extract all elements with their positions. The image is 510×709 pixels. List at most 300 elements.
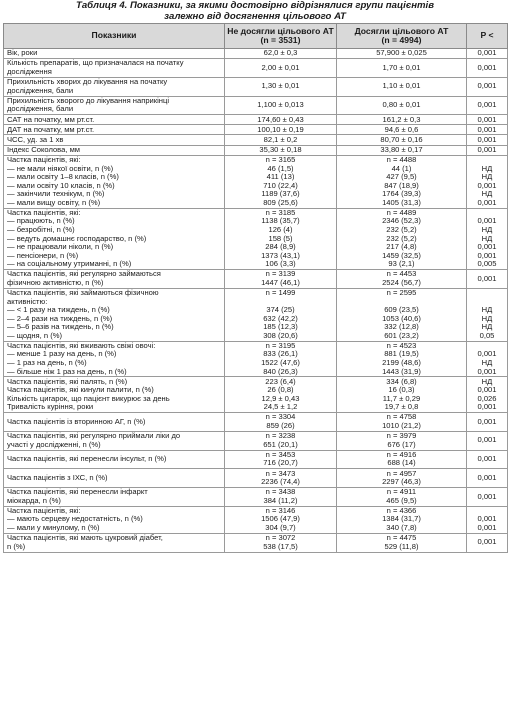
value-reached-cell	[337, 431, 467, 450]
p-value-line: 0,001	[477, 385, 497, 395]
value-reached-line: 1405 (31,3)	[382, 197, 421, 207]
row-label-line: — мали вищу освіту, n (%)	[7, 198, 101, 207]
header-row	[4, 24, 508, 49]
value-reached-cell	[337, 59, 467, 78]
value-reached-line: 161,2 ± 0,3	[382, 114, 421, 124]
value-reached-cell	[337, 487, 467, 506]
value-reached-line: 340 (7,8)	[386, 523, 417, 533]
value-reached-line: 334 (6,8)	[386, 376, 417, 386]
row-label-line: — не мали ніякої освіти, n (%)	[7, 164, 114, 173]
header-group-reached	[337, 24, 467, 49]
row-label-line: ДАТ на початку, мм рт.ст.	[7, 125, 95, 134]
value-reached-cell	[337, 155, 467, 208]
value-reached-line: 427 (9,5)	[386, 172, 417, 182]
value-not-reached-cell	[225, 450, 337, 469]
row-label-cell	[4, 270, 225, 289]
value-reached-line: 57,900 ± 0,025	[376, 48, 427, 58]
table-row	[4, 341, 508, 377]
value-reached-line: 94,6 ± 0,6	[384, 124, 419, 134]
p-value-line: 0,001	[477, 180, 497, 190]
p-value-line: НД	[481, 313, 493, 323]
value-not-reached-line: 1189 (37,6)	[261, 189, 300, 199]
p-value-line: 0,001	[477, 216, 497, 226]
value-reached-line: n = 4475	[386, 533, 417, 543]
p-value-line: 0,05	[479, 330, 495, 340]
value-not-reached-line: 1522 (47,6)	[261, 358, 300, 368]
row-label-line: — на соціальному утриманні, n (%)	[7, 260, 132, 269]
value-not-reached-line: 538 (17,5)	[263, 541, 298, 551]
row-label-cell	[4, 135, 225, 145]
p-value-line: 0,001	[477, 514, 497, 524]
row-label-cell	[4, 288, 225, 341]
row-label-line: Прихильність хворих до лікування на початку	[7, 78, 168, 87]
table-row	[4, 450, 508, 469]
p-value-line: 0,001	[477, 197, 497, 207]
value-reached-cell	[337, 288, 467, 341]
table-row	[4, 155, 508, 208]
row-label-line: Частка пацієнтів з ІХС, n (%)	[7, 473, 108, 482]
row-label-cell	[4, 450, 225, 469]
p-value-cell	[467, 49, 508, 59]
value-not-reached-cell	[225, 145, 337, 155]
value-not-reached-cell	[225, 77, 337, 96]
value-not-reached-line: 100,10 ± 0,19	[257, 124, 304, 134]
value-reached-line: 676 (17)	[387, 439, 416, 449]
table-row	[4, 270, 508, 289]
p-value-line: 0,001	[477, 134, 497, 144]
row-label-line: Прихильність хворого до лікування наприкінці	[7, 96, 170, 105]
value-reached-line: 688 (14)	[387, 458, 416, 468]
caption-line-2: залежно від досягнення цільового АТ	[164, 10, 346, 22]
row-label-cell	[4, 341, 225, 377]
p-value-line: 0,001	[477, 242, 497, 252]
value-not-reached-cell	[225, 155, 337, 208]
table-row	[4, 487, 508, 506]
p-value-line: 0,001	[477, 124, 497, 134]
value-reached-line: 332 (12,8)	[384, 322, 419, 332]
row-label-line: Вік, роки	[7, 49, 38, 58]
value-reached-line: 232 (5,2)	[386, 225, 417, 235]
value-reached-cell	[337, 135, 467, 145]
row-label-line: Частка пацієнтів, які займаються фізичною	[7, 289, 159, 298]
row-label-cell	[4, 125, 225, 135]
value-not-reached-line: n = 3453	[265, 449, 296, 459]
row-label-line: Частка пацієнтів, які:	[7, 156, 81, 165]
value-reached-line: 465 (9,5)	[386, 495, 417, 505]
p-value-line: 0,001	[477, 144, 497, 154]
p-value-line: 0,001	[477, 100, 497, 110]
p-value-cell	[467, 270, 508, 289]
value-reached-line: n = 4911	[386, 487, 417, 497]
value-reached-cell	[337, 115, 467, 125]
value-not-reached-line: 716 (20,7)	[263, 458, 298, 468]
p-value-line: 0,001	[477, 454, 497, 464]
value-reached-cell	[337, 208, 467, 269]
value-not-reached-line: n = 3146	[265, 505, 296, 515]
value-not-reached-cell	[225, 208, 337, 269]
value-reached-line: 93 (2,1)	[388, 259, 415, 269]
value-reached-line: n = 4489	[386, 207, 417, 217]
value-reached-line: n = 4916	[386, 449, 417, 459]
value-reached-line: 1384 (31,7)	[382, 514, 421, 524]
value-not-reached-cell	[225, 115, 337, 125]
p-value-cell	[467, 208, 508, 269]
value-reached-line: 44 (1)	[391, 163, 412, 173]
row-label-line: Кількість препаратів, що призначалася на початку	[7, 59, 184, 68]
table-row	[4, 59, 508, 78]
row-label-line: Частка пацієнтів, які регулярно займаються	[7, 270, 161, 279]
row-label-cell	[4, 533, 225, 552]
value-reached-line: 1459 (32,5)	[382, 250, 421, 260]
p-value-line: 0,026	[477, 393, 497, 403]
row-label-cell	[4, 377, 225, 413]
value-not-reached-line: 1,30 ± 0,01	[261, 81, 300, 91]
value-reached-cell	[337, 506, 467, 533]
value-not-reached-line: 2,00 ± 0,01	[261, 62, 300, 72]
value-not-reached-cell	[225, 49, 337, 59]
p-value-line: 0,001	[477, 48, 497, 58]
row-label-cell	[4, 145, 225, 155]
value-not-reached-line: 12,9 ± 0,43	[261, 393, 300, 403]
row-label-line: — не працювали ніколи, n (%)	[7, 243, 114, 252]
p-value-cell	[467, 135, 508, 145]
table-row	[4, 49, 508, 59]
row-label-line: участі у дослідженні, n (%)	[7, 440, 101, 449]
row-label-cell	[4, 77, 225, 96]
value-reached-line: n = 4488	[386, 155, 417, 165]
table-row	[4, 135, 508, 145]
row-label-line: Частка пацієнтів, які перенесли інсульт, n (%)	[7, 455, 167, 464]
value-reached-line: n = 4366	[386, 505, 417, 515]
p-value-cell	[467, 96, 508, 115]
value-not-reached-line: n = 1499	[265, 288, 296, 298]
value-not-reached-cell	[225, 125, 337, 135]
value-not-reached-cell	[225, 377, 337, 413]
value-not-reached-cell	[225, 270, 337, 289]
value-not-reached-line: 35,30 ± 0,18	[259, 144, 302, 154]
row-label-line: — < 1 разу на тиждень, n (%)	[7, 306, 110, 315]
row-label-line: — мали у минулому, n (%)	[7, 524, 100, 533]
row-label-line: — менше 1 разу на день, n (%)	[7, 350, 117, 359]
value-reached-cell	[337, 469, 467, 488]
value-reached-line: 847 (18,9)	[384, 180, 419, 190]
row-label-cell	[4, 59, 225, 78]
value-reached-line: 217 (4,8)	[386, 242, 417, 252]
value-not-reached-line: 833 (26,1)	[263, 349, 298, 359]
value-reached-line: 19,7 ± 0,8	[384, 402, 419, 412]
value-reached-line: n = 4957	[386, 468, 417, 478]
header-group-reached-n: (n = 4994)	[381, 35, 422, 45]
value-not-reached-line: 374 (25)	[266, 305, 295, 315]
row-label-cell	[4, 413, 225, 432]
value-not-reached-line: 185 (12,3)	[263, 322, 298, 332]
value-reached-cell	[337, 96, 467, 115]
p-value-line: 0,001	[477, 250, 497, 260]
p-value-line: 0,001	[477, 62, 497, 72]
value-not-reached-line: 710 (22,4)	[263, 180, 298, 190]
value-not-reached-line: 1,100 ± 0,013	[257, 100, 304, 110]
row-label-cell	[4, 431, 225, 450]
value-not-reached-line: 24,5 ± 1,2	[263, 402, 298, 412]
p-value-line: 0,001	[477, 435, 497, 445]
row-label-line: Частка пацієнтів, які:	[7, 208, 81, 217]
row-label-line: дослідження, бали	[7, 86, 74, 95]
value-not-reached-cell	[225, 96, 337, 115]
row-label-line: Індекс Соколова, мм	[7, 145, 81, 154]
value-not-reached-cell	[225, 59, 337, 78]
value-not-reached-line: 304 (9,7)	[265, 523, 296, 533]
value-not-reached-line: 106 (3,3)	[265, 259, 296, 269]
p-value-line: НД	[481, 233, 493, 243]
p-value-cell	[467, 59, 508, 78]
value-not-reached-line: 158 (5)	[268, 233, 293, 243]
row-label-cell	[4, 487, 225, 506]
value-reached-cell	[337, 450, 467, 469]
header-p-value: P <	[467, 24, 508, 49]
table-row	[4, 533, 508, 552]
value-reached-line: n = 4523	[386, 340, 417, 350]
value-not-reached-line: n = 3139	[265, 269, 296, 279]
table-row	[4, 77, 508, 96]
value-not-reached-line: 809 (25,6)	[263, 197, 298, 207]
p-value-cell	[467, 115, 508, 125]
table-row	[4, 115, 508, 125]
value-not-reached-line: 26 (0,8)	[267, 385, 294, 395]
caption-line-1: Таблиця 4. Показники, за якими достовірно відрізнялися групи пацієнтів	[75, 0, 435, 11]
row-label-line: — щодня, n (%)	[7, 331, 63, 340]
header-indicators: Показники	[4, 24, 225, 49]
value-not-reached-cell	[225, 506, 337, 533]
value-not-reached-cell	[225, 431, 337, 450]
value-not-reached-line: 1373 (43,1)	[261, 250, 300, 260]
p-value-cell	[467, 431, 508, 450]
table-row	[4, 145, 508, 155]
row-label-line: — 2–4 рази на тиждень, n (%)	[7, 314, 113, 323]
results-table	[3, 23, 508, 553]
value-reached-line: 1,70 ± 0,01	[382, 62, 421, 72]
table-row	[4, 208, 508, 269]
row-label-cell	[4, 115, 225, 125]
row-label-line: дослідження	[7, 67, 52, 76]
value-not-reached-line: 308 (20,6)	[263, 330, 298, 340]
row-label-line: Тривалість куріння, роки	[7, 403, 94, 412]
row-label-line: фізичною активністю, n (%)	[7, 278, 104, 287]
value-reached-line: 2297 (46,3)	[382, 477, 421, 487]
value-reached-line: n = 2595	[386, 288, 417, 298]
p-value-line: 0,001	[477, 537, 497, 547]
table-row	[4, 413, 508, 432]
row-label-line: Частка пацієнтів, які:	[7, 506, 81, 515]
value-not-reached-line: 859 (26)	[266, 421, 295, 431]
row-label-line: — працюють, n (%)	[7, 217, 75, 226]
row-label-cell	[4, 506, 225, 533]
value-not-reached-line: 1506 (47,9)	[261, 514, 300, 524]
p-value-cell	[467, 487, 508, 506]
value-reached-line: 0,80 ± 0,01	[382, 100, 421, 110]
value-reached-cell	[337, 270, 467, 289]
table-row	[4, 125, 508, 135]
value-reached-cell	[337, 125, 467, 135]
value-reached-line: 1764 (39,3)	[382, 189, 421, 199]
row-label-line: — 1 раз на день, n (%)	[7, 359, 87, 368]
value-not-reached-line: 284 (8,9)	[265, 242, 296, 252]
value-reached-line: 529 (11,8)	[384, 541, 419, 551]
value-not-reached-line: n = 3072	[265, 533, 296, 543]
row-label-line: Частка пацієнтів, які вживають свіжі овочі:	[7, 341, 156, 350]
p-value-cell	[467, 533, 508, 552]
row-label-line: активністю:	[7, 297, 48, 306]
table-body	[4, 49, 508, 553]
row-label-line: міокарда, n (%)	[7, 496, 61, 505]
row-label-line: — безробітні, n (%)	[7, 226, 75, 235]
p-value-line: 0,001	[477, 81, 497, 91]
row-label-cell	[4, 49, 225, 59]
value-not-reached-line: 1138 (35,7)	[261, 216, 300, 226]
value-not-reached-cell	[225, 533, 337, 552]
row-label-line: Частка пацієнтів, які перенесли інфаркт	[7, 488, 148, 497]
p-value-line: НД	[481, 189, 493, 199]
value-reached-cell	[337, 77, 467, 96]
header-group-reached-title: Досягли цільового АТ	[354, 25, 449, 36]
row-label-line: Кількість цигарок, що пацієнт викурює за день	[7, 394, 170, 403]
row-label-line: — ведуть домашнє господарство, n (%)	[7, 234, 147, 243]
value-not-reached-line: 384 (11,2)	[263, 495, 298, 505]
value-not-reached-line: 223 (6,4)	[265, 376, 296, 386]
value-not-reached-line: 46 (1,5)	[267, 163, 294, 173]
value-reached-line: 232 (5,2)	[386, 233, 417, 243]
value-not-reached-line: 62,0 ± 0,3	[263, 48, 298, 58]
value-reached-cell	[337, 145, 467, 155]
row-label-line: ЧСС, уд. за 1 хв	[7, 135, 64, 144]
header-group-not-reached-n: (n = 3531)	[260, 35, 301, 45]
value-reached-line: 1,10 ± 0,01	[382, 81, 421, 91]
p-value-line: 0,001	[477, 273, 497, 283]
value-not-reached-line: n = 3238	[265, 431, 296, 441]
p-value-line: НД	[481, 163, 493, 173]
row-label-line: — 5–6 разів на тиждень, n (%)	[7, 323, 114, 332]
p-value-line: 0,001	[477, 366, 497, 376]
table-row	[4, 506, 508, 533]
p-value-line: 0,001	[477, 491, 497, 501]
value-not-reached-line: 2236 (74,4)	[261, 477, 300, 487]
header-group-not-reached	[225, 24, 337, 49]
p-value-line: НД	[481, 305, 493, 315]
value-not-reached-line: 82,1 ± 0,2	[263, 134, 298, 144]
p-value-cell	[467, 288, 508, 341]
value-reached-line: 609 (23,5)	[384, 305, 419, 315]
row-label-line: n (%)	[7, 542, 26, 551]
p-value-cell	[467, 341, 508, 377]
p-value-line: 0,005	[477, 259, 497, 269]
p-value-cell	[467, 469, 508, 488]
row-label-line: САТ на початку, мм рт.ст.	[7, 115, 95, 124]
value-reached-line: n = 4453	[386, 269, 417, 279]
row-label-line: — мають серцеву недостатність, n (%)	[7, 515, 143, 524]
row-label-line: — більше ніж 1 раз на день, n (%)	[7, 367, 127, 376]
value-not-reached-line: 632 (42,2)	[263, 313, 298, 323]
value-not-reached-line: n = 3438	[265, 487, 296, 497]
value-not-reached-line: 651 (20,1)	[263, 439, 298, 449]
p-value-cell	[467, 450, 508, 469]
row-label-line: — закінчили технікум, n (%)	[7, 190, 105, 199]
p-value-line: НД	[481, 322, 493, 332]
row-label-line: Частка пацієнтів, які палять, n (%)	[7, 377, 128, 386]
value-not-reached-line: 411 (13)	[266, 172, 295, 182]
p-value-cell	[467, 77, 508, 96]
value-reached-line: 601 (23,2)	[384, 330, 419, 340]
table-row	[4, 431, 508, 450]
p-value-cell	[467, 155, 508, 208]
p-value-line: НД	[481, 225, 493, 235]
p-value-line: НД	[481, 376, 493, 386]
table-row	[4, 288, 508, 341]
value-reached-line: 2346 (52,3)	[382, 216, 421, 226]
row-label-cell	[4, 96, 225, 115]
value-not-reached-line: n = 3195	[265, 340, 296, 350]
row-label-line: — пенсіонери, n (%)	[7, 251, 79, 260]
table-row	[4, 469, 508, 488]
value-not-reached-line: n = 3185	[265, 207, 296, 217]
row-label-line: Частка пацієнтів із вторинною АГ, n (%)	[7, 417, 146, 426]
p-value-cell	[467, 125, 508, 135]
table-row	[4, 377, 508, 413]
row-label-line: дослідження, бали	[7, 105, 74, 114]
value-reached-line: 80,70 ± 0,16	[380, 134, 423, 144]
value-not-reached-line: n = 3473	[265, 468, 296, 478]
table-row	[4, 96, 508, 115]
value-not-reached-line: n = 3304	[265, 412, 296, 422]
p-value-cell	[467, 377, 508, 413]
value-reached-line: 1443 (31,9)	[382, 366, 421, 376]
value-not-reached-cell	[225, 413, 337, 432]
value-not-reached-line: 840 (26,3)	[263, 366, 298, 376]
value-reached-line: 1010 (21,2)	[382, 421, 421, 431]
value-not-reached-line: n = 3165	[265, 155, 296, 165]
table-caption	[0, 0, 510, 23]
value-reached-line: n = 4758	[386, 412, 417, 422]
value-reached-line: 2199 (48,6)	[382, 358, 421, 368]
value-not-reached-line: 1447 (46,1)	[261, 277, 300, 287]
value-not-reached-cell	[225, 341, 337, 377]
row-label-line: Частка пацієнтів, які мають цукровий діабет,	[7, 534, 163, 543]
p-value-line: 0,001	[477, 472, 497, 482]
value-reached-cell	[337, 377, 467, 413]
p-value-line: НД	[481, 358, 493, 368]
value-not-reached-cell	[225, 288, 337, 341]
value-reached-cell	[337, 533, 467, 552]
p-value-cell	[467, 506, 508, 533]
row-label-cell	[4, 155, 225, 208]
p-value-line: 0,001	[477, 349, 497, 359]
row-label-line: — мали освіту 1–8 класів, n (%)	[7, 173, 119, 182]
value-reached-cell	[337, 413, 467, 432]
value-not-reached-line: 174,60 ± 0,43	[257, 114, 304, 124]
value-reached-line: 1053 (40,6)	[382, 313, 421, 323]
p-value-line: 0,001	[477, 523, 497, 533]
p-value-line: 0,001	[477, 416, 497, 426]
value-reached-cell	[337, 341, 467, 377]
row-label-line: — мали освіту 10 класів, n (%)	[7, 181, 115, 190]
value-reached-line: 33,80 ± 0,17	[380, 144, 423, 154]
value-not-reached-cell	[225, 469, 337, 488]
value-reached-line: n = 3979	[386, 431, 417, 441]
value-not-reached-cell	[225, 135, 337, 145]
p-value-cell	[467, 145, 508, 155]
p-value-line: 0,001	[477, 114, 497, 124]
value-not-reached-line: 126 (4)	[268, 225, 293, 235]
value-reached-line: 16 (0,3)	[388, 385, 415, 395]
row-label-cell	[4, 208, 225, 269]
